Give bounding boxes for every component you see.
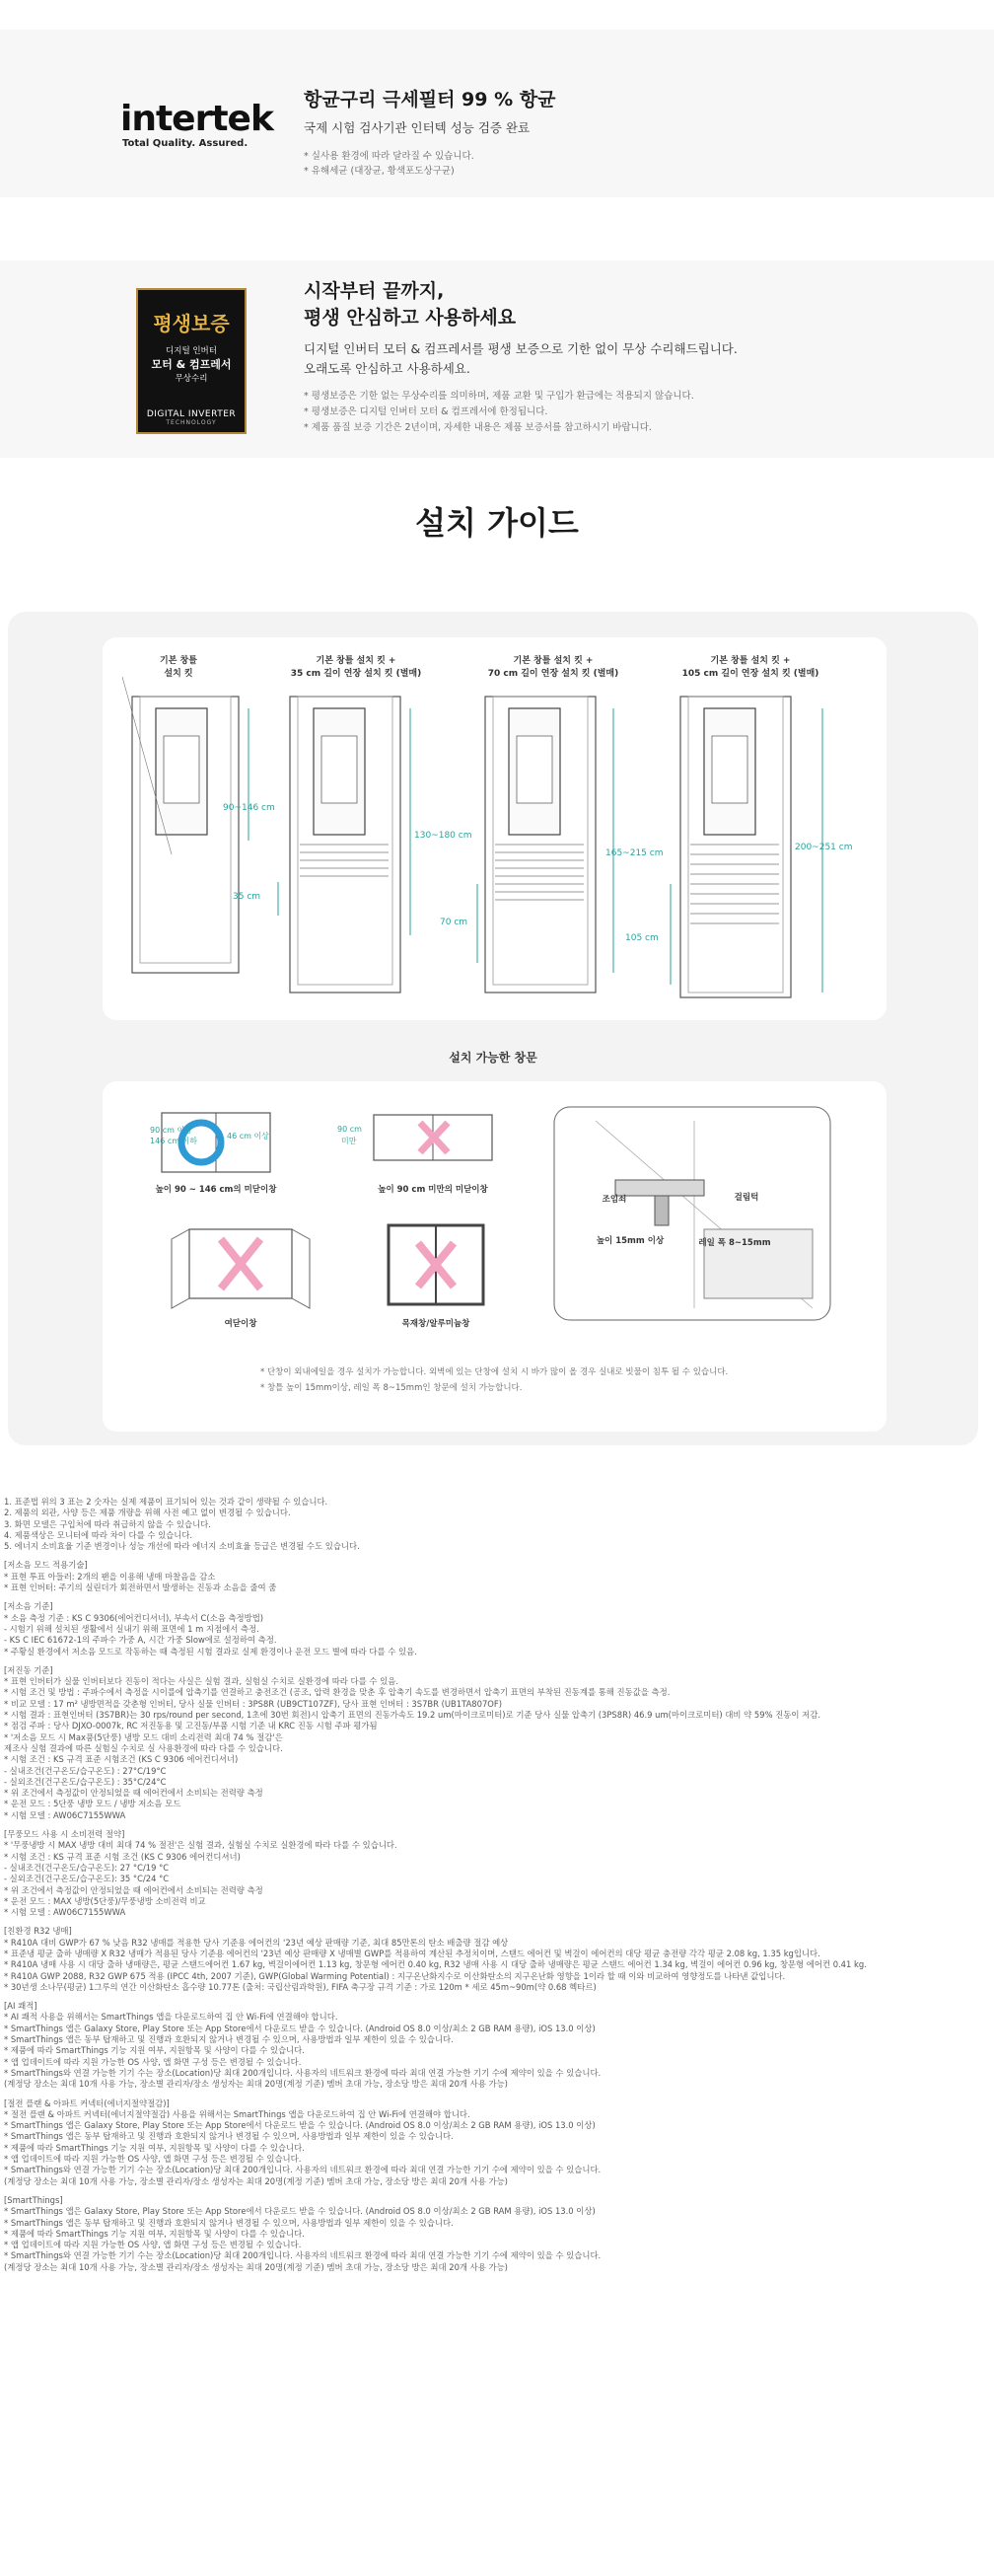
window-2-dim-1: 90 cm — [337, 1125, 362, 1134]
badge-footer-sub: TECHNOLOGY — [166, 419, 217, 426]
fine-print-body — [4, 1497, 980, 2281]
fine-print-line: 5. 에너지 소비효율 기준 변경이나 성능 개선에 따라 에너지 소비효율 등급은 변경될 수도 있습니다. — [4, 1541, 360, 1552]
badge-line3: 무상수리 — [175, 374, 208, 384]
install-guide-title: 설치 가이드 — [415, 504, 579, 542]
fine-print-gap — [4, 1918, 980, 1926]
fine-print-line: * 운전 모드 : 5단풍 냉방 모드 / 냉방 저소음 모드 — [4, 1799, 181, 1809]
detail-label-c: 높이 15mm 이상 — [596, 1236, 665, 1246]
detail-label-d: 레일 폭 8~15mm — [698, 1238, 771, 1248]
window-3-label: 여닫이창 — [224, 1319, 257, 1329]
fine-print-line: * '저소음 모드 시 Max품(5단풍) 냉방 모드 대비 소리전력 최대 74 % 절감'은 — [4, 1731, 283, 1742]
window-1-dim-3: 46 cm 이상 — [227, 1132, 269, 1141]
fine-print-line: 2. 제품의 외관, 사양 등은 제품 개량을 위해 사전 예고 없이 변경될 수 있습니다. — [4, 1508, 291, 1518]
warranty-section — [0, 260, 994, 458]
fine-print-line: [AI 쾌적] — [4, 2001, 37, 2012]
fine-print-line: * SmartThings 앱은 동부 탑재하고 및 진행과 호환되지 않거나 변경될 수 있으며, 사용방법과 일부 제한이 있을 수 있습니다. — [4, 2034, 454, 2045]
fine-print-line: * 비교 모델 : 17 m² 냉방면적을 갖춘형 인버터, 당사 실물 인버터 : 3PS8R (UB9CT107ZF), 당사 표현 인버터 : 3S7BR (UB1TA807OF) — [4, 1698, 502, 1709]
kit-3-range: 165~215 cm — [605, 848, 664, 858]
fine-print-gap — [4, 1657, 980, 1665]
kit-2-label: 기본 창틀 설치 킷 + 35 cm 길이 연장 설치 킷 (별매) — [290, 656, 422, 679]
fine-print-line: [SmartThings] — [4, 2194, 63, 2205]
fine-print-line: * SmartThings 앱은 Galaxy Store, Play Store 또는 App Store에서 다운로드 받을 수 있습니다. (Android OS 8.0 이상/최소 2 GB RAM 용량), iOS 13.0 이상) — [4, 2206, 596, 2217]
fine-print-line: [무풍모드 사용 시 소비전력 절약] — [4, 1829, 125, 1840]
fine-print-line: * SmartThings 앱은 동부 탑재하고 및 진행과 호환되지 않거나 변경될 수 있으며, 사용방법과 일부 제한이 있을 수 있습니다. — [4, 2131, 454, 2142]
fine-print-line: * SmartThings 앱은 Galaxy Store, Play Store 또는 App Store에서 다운로드 받을 수 있습니다. (Android OS 8.0 이상/최소 2 GB RAM 용량), iOS 13.0 이상) — [4, 2120, 596, 2131]
fine-print-gap — [4, 2187, 980, 2195]
fine-print-line: * 앱 업데이트에 따라 지원 가능한 OS 사양, 앱 화면 구성 등은 변경될 수 있습니다. — [4, 2154, 302, 2165]
warranty-note-2: * 평생보증은 디지털 인버터 모터 & 컴프레서에 한정됩니다. — [304, 406, 548, 417]
fine-print-line: * SmartThings 앱은 동부 탑재하고 및 진행과 호환되지 않거나 변경될 수 있으며, 사용방법과 일부 제한이 있을 수 있습니다. — [4, 2217, 454, 2228]
window-short-sliding-no — [374, 1115, 492, 1160]
fine-print-line: [저소음 기준] — [4, 1601, 53, 1612]
detail-label-b: 걸림턱 — [734, 1193, 759, 1203]
fine-print-line: 제조사 실험 결과에 따른 실험실 수치로 실 사용환경에 따라 다를 수 있습니다. — [4, 1742, 283, 1753]
fine-print-line: * SmartThings와 연결 가능한 기기 수는 장소(Location)당 최대 200개입니다. 사용자의 네트워크 환경에 따라 최대 연결 가능한 기기 수에 제약이 있을 수 있습니다. — [4, 2165, 602, 2175]
fine-print-line: - 실외조건(건구온도/습구온도): 35 °C/24 °C — [4, 1874, 170, 1884]
window-4-label: 목재창/알루미늄창 — [401, 1319, 470, 1329]
warranty-heading-1: 시작부터 끝까지, — [304, 280, 445, 302]
badge-line1: 디지털 인버터 — [166, 346, 217, 356]
fine-print-line: [친환경 R32 냉매] — [4, 1926, 72, 1937]
kit-2-drawing — [278, 697, 410, 993]
fine-print-line: - 실내조건(건구온도/습구온도) : 27°C/19°C — [4, 1765, 167, 1776]
fine-print-line: * 소음 측정 기준 : KS C 9306(에어컨디셔너), 부속서 C(소음 측정방법) — [4, 1612, 264, 1623]
fine-print-line: * 시험 결과 : 표현인버터 (3S7BR)는 30 rps/round per second, 1초에 30번 회전)시 압축기 표면의 진동가속도 19.2 um(마이크로미터)로 기준 당사 실물 압축기 (3PS8R) 46.9 um(마이크로미터) 대비 약 59% 진동이 저감. — [4, 1710, 820, 1721]
window-casement-no — [172, 1229, 310, 1308]
badge-footer: DIGITAL INVERTER — [146, 409, 237, 419]
window-1-dim-1: 90 cm 이상 — [150, 1126, 192, 1135]
fine-print-gap — [4, 1593, 980, 1601]
warranty-note-3: * 제품 품질 보증 기간은 2년이며, 자세한 내용은 제품 보증서를 참고하시기 바랍니다. — [304, 422, 652, 433]
kit-3-label: 기본 창틀 설치 킷 + 70 cm 길이 연장 설치 킷 (별매) — [487, 656, 619, 679]
fine-print-line: * 앱 업데이트에 따라 지원 가능한 OS 사양, 앱 화면 구성 등은 변경될 수 있습니다. — [4, 2056, 302, 2067]
fine-print-line: * 제품에 따라 SmartThings 기능 지원 여부, 지원항목 및 사양이 다를 수 있습니다. — [4, 2045, 305, 2056]
detail-label-a: 조임쇠 — [602, 1195, 627, 1205]
fine-print-line: (계정당 장소는 최대 10개 사용 가능, 장소별 관리자/장소 생성자는 최대 20명(계정 기준) 멤버 초대 가능, 장소당 방은 최대 20개 사용 가능) — [4, 2261, 508, 2272]
warranty-desc-2: 오래도록 안심하고 사용하세요. — [304, 361, 470, 376]
intertek-logo — [120, 101, 288, 160]
windows-footnote-2: * 창틀 높이 15mm이상, 레일 폭 8~15mm인 창문에 설치 가능합니다. — [260, 1383, 523, 1393]
fine-print-line: - 시험기 위해 설치된 생활에서 실내기 위해 표면에 1 m 지점에서 측정. — [4, 1623, 259, 1634]
warranty-badge — [136, 288, 247, 434]
intertek-tagline: Total Quality. Assured. — [122, 138, 248, 149]
warranty-heading-2: 평생 안심하고 사용하세요 — [304, 307, 517, 329]
kit-1-label: 기본 창틀 설치 킷 — [160, 656, 197, 679]
fine-print-line: * 표현 인버터가 실물 인버터보다 진동이 적다는 사실은 실험 결과, 실험실 수치로 실환경에 따라 다를 수 있음. — [4, 1676, 398, 1687]
fine-print-line: * 위 조건에서 측정값이 안정되었을 때 에어컨에서 소비되는 전력량 측정 — [4, 1788, 263, 1799]
fine-print-line: (계정당 장소는 최대 10개 사용 가능, 장소별 관리자/장소 생성자는 최대 20명(계정 기준) 멤버 초대 가능, 장소당 방은 최대 20개 사용 가능) — [4, 2175, 508, 2186]
window-1-dim-2: 146 cm 이하 — [150, 1137, 198, 1145]
fine-print-gap — [4, 1821, 980, 1829]
fine-print-line: [절전 플랜 & 아파트 커넥터(에너지절약절감)] — [4, 2098, 170, 2108]
install-guide-panel — [8, 612, 978, 1445]
badge-line2: 모터 & 컴프레서 — [151, 358, 232, 371]
windows-panel — [103, 1081, 887, 1432]
fine-print-line: * 표현 인버터: 주기의 실린더가 회전하면서 발생하는 진동과 소음을 줄여 줌 — [4, 1582, 277, 1593]
fine-print-line: * SmartThings 앱은 Galaxy Store, Play Store 또는 App Store에서 다운로드 받을 수 있습니다. (Android OS 8.0 이상/최소 2 GB RAM 용량), iOS 13.0 이상) — [4, 2023, 596, 2033]
kit-3-drawing — [477, 697, 613, 993]
fine-print-line: - 실외조건(건구온도/습구온도) : 35°C/24°C — [4, 1776, 167, 1787]
fine-print-line: * 표준냉 평균 출하 냉매량 X R32 냉매가 적용된 당사 기준용 에어컨의 '23년 예상 판매량 X 냉매별 GWP를 적용하여 계산된 추정치이며, 스탠드 에어컨 및 벽걸이 에어컨의 대당 평균 충전량 각각 평균 2.08 kg, 1.35 kg입니다. — [4, 1948, 820, 1958]
window-2-dim-2: 미만 — [341, 1137, 357, 1145]
fine-print-line: * 시험 조건 및 방법 : 주파수에서 측정을 시이를에 압축기를 연결하고 충전조건 (공조, 압력 환경을 맞춘 후 압축기 속도를 변경하면서 압축기 표면의 부착된 진동계를 통해 진동값을 측정. — [4, 1687, 671, 1698]
fine-print-line: [저소음 모드 적용기술] — [4, 1560, 88, 1571]
fine-print-line: * 절전 플랜 & 아파트 커넥터(에너지절약절감) 사용을 위해서는 SmartThings 앱을 다운로드하여 집 안 Wi-Fi에 연결해야 합니다. — [4, 2108, 470, 2119]
fine-print-line: - 실내조건(건구온도/습구온도): 27 °C/19 °C — [4, 1862, 170, 1873]
kit-4-extra: 105 cm — [625, 933, 659, 943]
badge-title: 평생보증 — [153, 312, 230, 335]
fine-print-line: * 표현 투표 아들러: 2개의 팬을 이용해 냉매 마찰음을 감소 — [4, 1571, 216, 1582]
warranty-desc-1: 디지털 인버터 모터 & 컴프레서를 평생 보증으로 기한 없이 무상 수리해드립니다. — [304, 341, 738, 356]
fine-print-line: * 점검 주파 : 당사 DJXO-0007k, RC 저진동용 및 고진동/부품 시험 기준 내 KRC 진동 시험 주파 평가됨 — [4, 1721, 378, 1731]
fine-print-gap — [4, 1552, 980, 1560]
kit-4-range: 200~251 cm — [795, 843, 853, 852]
kit-3-extra: 70 cm — [440, 918, 468, 927]
kits-illustration — [103, 637, 887, 1020]
fine-print-line: * 위 조건에서 측정값이 안정되었을 때 에어컨에서 소비되는 전력량 측정 — [4, 1884, 263, 1895]
fine-print-line: * AI 쾌적 사용을 위해서는 SmartThings 앱을 다운로드하여 집 안 Wi-Fi에 연결해야 합니다. — [4, 2012, 338, 2023]
filter-heading: 항균구리 극세필터 99 % 항균 — [304, 89, 556, 110]
filter-note-2: * 유해세균 (대장균, 황색포도상구균) — [304, 166, 455, 177]
kit-1-drawing — [122, 677, 248, 973]
fine-print-line: * 제품에 따라 SmartThings 기능 지원 여부, 지원항목 및 사양이 다를 수 있습니다. — [4, 2228, 305, 2239]
windows-footnote-1: * 단창이 외내에일을 경우 설치가 가능합니다. 외벽에 있는 단창에 설치 시 바가 많이 올 경우 실내로 빗물이 침투 될 수 있습니다. — [260, 1367, 729, 1377]
fine-print-gap — [4, 2091, 980, 2098]
kit-1-range: 90~146 cm — [223, 803, 275, 813]
fine-print-line: * SmartThings와 연결 가능한 기기 수는 장소(Location)당 최대 200개입니다. 사용자의 네트워크 환경에 따라 최대 연결 가능한 기기 수에 제약이 있을 수 있습니다. — [4, 2250, 602, 2261]
fine-print-line: * 시험 조건 : KS 규격 표준 시험조건 (KS C 9306 에어컨디셔너) — [4, 1754, 239, 1765]
fine-print-line: * 운전 모드 : MAX 냉방(5단풍)/무풍냉방 소비전력 비교 — [4, 1895, 206, 1906]
kit-2-range: 130~180 cm — [414, 831, 472, 841]
filter-subheading: 국제 시험 검사기관 인터텍 성능 검증 완료 — [304, 120, 531, 135]
fine-print-line: * 30년생 소나무(평균) 1그루의 연간 이산화탄소 흡수량 10.77톤 (출처: 국립산림과학원), FIFA 축구장 규격 기준 : 가로 120m * 세로 45m~90m(약 0.68 헥타르) — [4, 1981, 597, 1992]
fine-print-line: 3. 화면 모델은 구입처에 따라 취급하지 않을 수 있습니다. — [4, 1518, 211, 1529]
fine-print-line: * 앱 업데이트에 따라 지원 가능한 OS 사양, 앱 화면 구성 등은 변경될 수 있습니다. — [4, 2240, 302, 2250]
fine-print-line: * R410A GWP 2088, R32 GWP 675 적용 (IPCC 4th, 2007 기준), GWP(Global Warming Potential) : 지구온난화지수로 이산화탄소의 지구온난화 영향을 1이라 할 때 이와 비교하여 영향정도를 나타낸 값입니다. — [4, 1970, 786, 1981]
fine-print-line: * 제품에 따라 SmartThings 기능 지원 여부, 지원항목 및 사양이 다를 수 있습니다. — [4, 2142, 305, 2153]
fine-print-line: * R410A 냉매 사용 시 대당 출하 냉매량은, 평균 스탠드에어컨 1.67 kg, 벽걸이에어컨 1.13 kg, 창문형 에어컨 0.40 kg, R32 냉매 사용 시 대당 출하 냉매량은 평균 스탠드 에어컨 1.34 kg, 벽걸이 에어컨 0.96 kg, 창문형 에어컨 0.41 kg. — [4, 1959, 867, 1970]
fine-print-line: * 주황실 환경에서 저소음 모드로 작동하는 때 측정된 시험 결과로 실제 환경이나 운전 모드 별에 따라 다를 수 있음. — [4, 1646, 417, 1656]
filter-section — [0, 30, 994, 197]
kits-diagram — [103, 637, 887, 1020]
fine-print-gap — [4, 2273, 980, 2281]
fine-print-line: 4. 제품색상은 모니터에 따라 차이 다를 수 있습니다. — [4, 1529, 193, 1540]
fine-print-line: * R410A 대비 GWP가 67 % 낮음 R32 냉매를 적용한 당사 기준용 에어컨의 '23년 예상 판매량 기준, 최대 85만톤의 탄소 배출량 절감 예상 — [4, 1937, 509, 1948]
fine-print-line: - KS C IEC 61672-1의 주파수 가중 A, 시간 가중 Slow에로 설정하여 측정. — [4, 1635, 277, 1646]
filter-note-1: * 실사용 환경에 따라 달라질 수 있습니다. — [304, 151, 474, 162]
fine-print-line: 1. 표준법 위의 3 표는 2 숫자는 실제 제품이 표기되어 있는 것과 같이 생략될 수 있습니다. — [4, 1497, 328, 1507]
windows-title: 설치 가능한 창문 — [449, 1051, 537, 1065]
window-1-label: 높이 90 ~ 146 cm의 미닫이창 — [155, 1185, 277, 1195]
fine-print-gap — [4, 1993, 980, 2001]
fine-print-line: * 시험 모델 : AW06C7155WWA — [4, 1809, 126, 1820]
fine-print-line: * 시험 모델 : AW06C7155WWA — [4, 1907, 126, 1918]
warranty-note-1: * 평생보증은 기한 없는 무상수리를 의미하며, 제품 교환 및 구입가 환급에는 적용되지 않습니다. — [304, 391, 694, 402]
window-2-label: 높이 90 cm 미만의 미닫이창 — [378, 1185, 488, 1195]
fine-print-line: [저진동 기준] — [4, 1664, 53, 1675]
intertek-wordmark: intertek — [120, 99, 273, 139]
fine-print-line: * SmartThings와 연결 가능한 기기 수는 장소(Location)당 최대 200개입니다. 사용자의 네트워크 환경에 따라 최대 연결 가능한 기기 수에 제약이 있을 수 있습니다. — [4, 2067, 602, 2078]
kit-2-extra: 35 cm — [233, 892, 261, 902]
kit-4-label: 기본 창틀 설치 킷 + 105 cm 길이 연장 설치 킷 (별매) — [681, 656, 819, 679]
rail-detail-drawing — [554, 1107, 830, 1320]
fine-print-line: * 시험 조건 : KS 규격 표준 시험 조건 (KS C 9306 에어컨디셔너) — [4, 1851, 241, 1862]
fine-print-line: (계정당 장소는 최대 10개 사용 가능, 장소별 관리자/장소 생성자는 최대 20명(계정 기준) 멤버 초대 가능, 장소당 방은 최대 20개 사용 가능) — [4, 2079, 508, 2090]
fine-print-line: * '무풍냉방 시 MAX 냉방 대비 최대 74 % 절전'은 실험 결과, 실험실 수치로 실환경에 따라 다를 수 있습니다. — [4, 1840, 397, 1851]
fine-print — [0, 1485, 994, 2576]
window-wood-aluminium-no — [389, 1225, 483, 1304]
